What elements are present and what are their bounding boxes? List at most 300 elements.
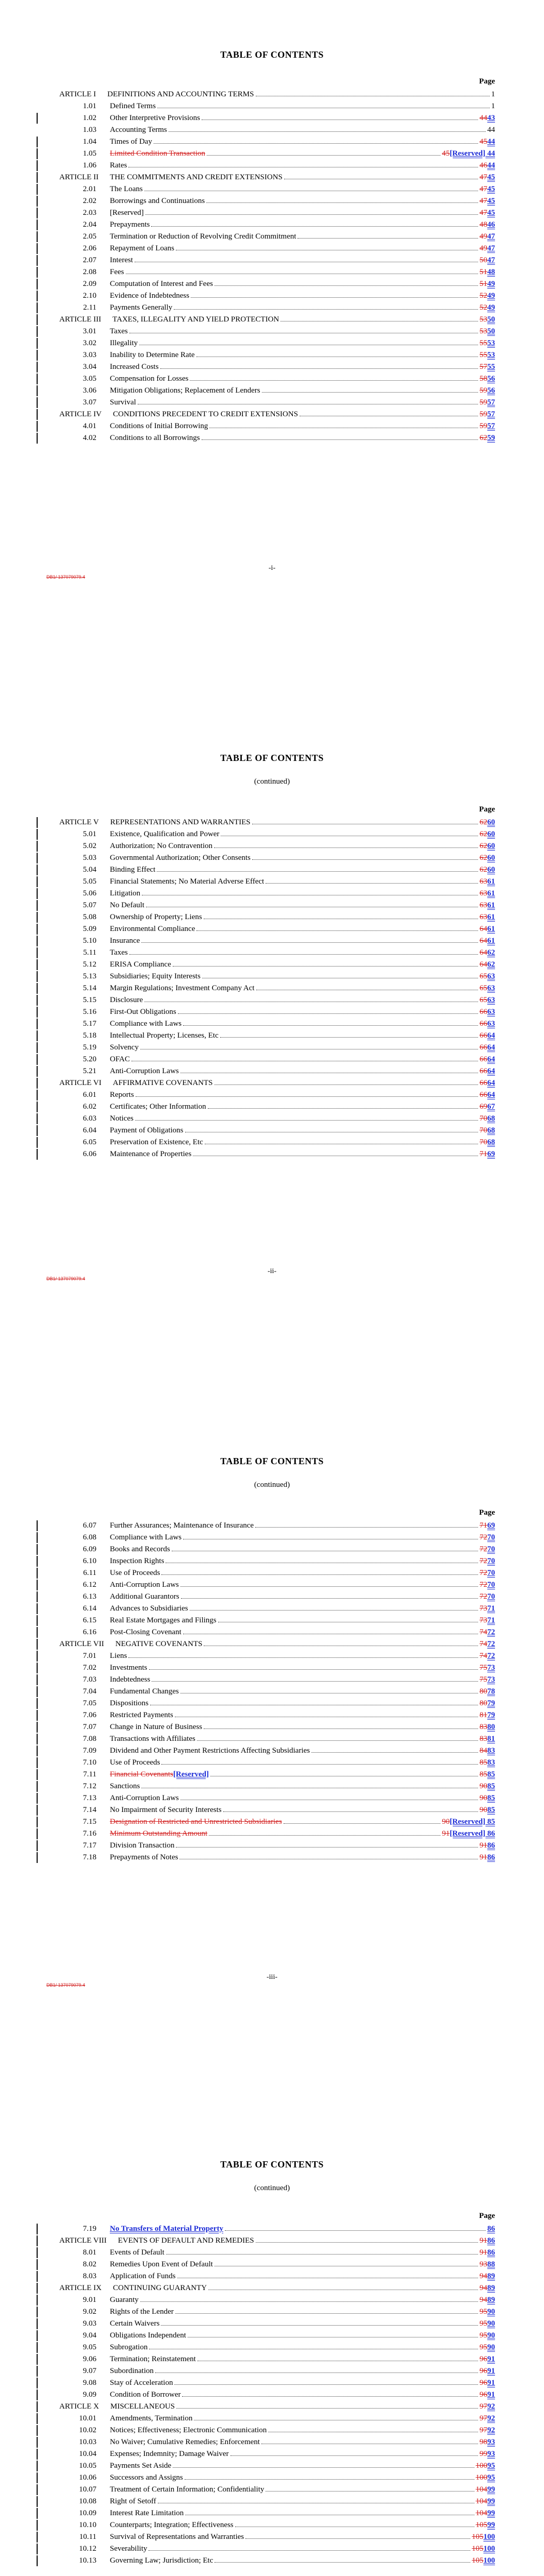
entry-number: 5.03 [83, 854, 96, 862]
toc-section-row[interactable] [59, 2436, 495, 2448]
toc-section-row[interactable] [59, 935, 495, 947]
toc-section-row[interactable] [59, 2460, 495, 2472]
toc-section-row[interactable] [59, 1520, 495, 1532]
toc-section-row[interactable] [59, 337, 495, 349]
toc-section-row[interactable] [59, 302, 495, 314]
entry-title[interactable]: Change in Nature of Business [110, 1723, 203, 1731]
toc-section-row[interactable] [59, 2531, 495, 2543]
toc-section-row[interactable] [59, 219, 495, 231]
entry-title[interactable]: Books and Records [110, 1545, 170, 1553]
entry-title[interactable]: Litigation [110, 889, 141, 897]
deleted-page-number: 52 [480, 303, 487, 312]
entry-number: 5.07 [83, 901, 96, 909]
toc-section-row[interactable] [59, 1544, 495, 1555]
deleted-page-number: 99 [480, 2450, 487, 2458]
entry-title[interactable]: Anti-Corruption Laws [110, 1581, 179, 1589]
deleted-page-number: 80 [480, 1687, 487, 1696]
deleted-page-number: 63 [480, 901, 487, 909]
toc-section-row[interactable] [59, 2259, 495, 2270]
entry-title[interactable]: Payment of Obligations [110, 1126, 184, 1134]
entry-number: 7.19 [83, 2225, 96, 2233]
toc-section-row[interactable] [59, 900, 495, 911]
toc-article-row[interactable] [59, 172, 495, 183]
entry-title[interactable]: Governmental Authorization; Other Consents [110, 854, 251, 862]
entry-title[interactable]: Subordination [110, 2367, 154, 2375]
toc-section-row[interactable] [59, 1804, 495, 1816]
entry-title[interactable]: Notices [110, 1114, 134, 1123]
toc-section-row[interactable] [59, 2353, 495, 2365]
entry-title[interactable]: Compensation for Losses [110, 375, 189, 383]
entry-number: 6.02 [83, 1103, 96, 1111]
toc-article-row[interactable] [59, 409, 495, 420]
toc-section-row[interactable] [59, 1662, 495, 1674]
toc-section-row[interactable] [59, 1579, 495, 1591]
toc-section-row[interactable] [59, 1030, 495, 1042]
page-number: 50 [487, 327, 495, 335]
entry-title[interactable]: Repayment of Loans [110, 244, 174, 252]
toc-section-row[interactable] [59, 1042, 495, 1054]
entry-title[interactable]: Survival of Representations and Warranties [110, 2533, 244, 2541]
entry-title[interactable]: Guaranty [110, 2296, 139, 2304]
entry-title[interactable]: Condition of Borrower [110, 2391, 181, 2399]
toc-section-row[interactable] [59, 852, 495, 864]
entry-title[interactable]: Payments Set Aside [110, 2462, 172, 2470]
entry-number: 2.02 [83, 197, 96, 205]
toc-section-row[interactable] [59, 1567, 495, 1579]
entry-title[interactable]: AFFIRMATIVE COVENANTS [112, 1079, 213, 1087]
entry-title[interactable]: Indebtedness [110, 1675, 151, 1684]
toc-section-row[interactable] [59, 1018, 495, 1030]
toc-section-row[interactable] [59, 373, 495, 385]
entry-title[interactable]: TAXES, ILLEGALITY AND YIELD PROTECTION [112, 315, 279, 324]
dot-leader [298, 238, 478, 239]
toc-section-row[interactable] [59, 2484, 495, 2496]
entry-title[interactable]: NEGATIVE COVENANTS [115, 1640, 203, 1648]
page-number: 64 [487, 1043, 495, 1052]
toc-section-row[interactable] [59, 148, 495, 160]
entry-title[interactable]: Accounting Terms [110, 126, 167, 134]
entry-title[interactable]: Further Assurances; Maintenance of Insurance [110, 1521, 254, 1530]
toc-section-row[interactable] [59, 888, 495, 900]
entry-page-ref [480, 888, 495, 900]
entry-title[interactable]: Right of Setoff [110, 2497, 156, 2505]
toc-section-row[interactable] [59, 397, 495, 409]
entry-title[interactable]: Other Interpretive Provisions [110, 114, 200, 122]
entry-title[interactable]: CONTINUING GUARANTY [113, 2284, 207, 2292]
entry-title[interactable]: Real Estate Mortgages and Filings [110, 1616, 217, 1624]
toc-section-row[interactable] [59, 1125, 495, 1137]
entry-title[interactable]: Fundamental Changes [110, 1687, 179, 1696]
toc-section-row[interactable] [59, 361, 495, 373]
toc-article-row[interactable] [59, 314, 495, 326]
toc-section-row[interactable] [59, 2507, 495, 2519]
entry-title[interactable]: Rights of the Lender [110, 2308, 174, 2316]
entry-title[interactable]: REPRESENTATIONS AND WARRANTIES [110, 818, 251, 826]
toc-section-row[interactable] [59, 2318, 495, 2330]
entry-title[interactable]: Division Transaction [110, 1841, 175, 1850]
entry-title[interactable]: Taxes [110, 948, 128, 957]
toc-section-row[interactable] [59, 385, 495, 397]
toc-article-row[interactable] [59, 89, 495, 100]
toc-section-row[interactable] [59, 947, 495, 959]
toc-section-row[interactable] [59, 160, 495, 172]
toc-section-row[interactable] [59, 1792, 495, 1804]
toc-section-row[interactable] [59, 1674, 495, 1686]
deleted-page-number: 105 [472, 2545, 484, 2553]
deleted-page-number: 44 [480, 114, 487, 122]
entry-title[interactable]: Rates [110, 161, 127, 170]
entry-page-ref [480, 994, 495, 1006]
toc-section-row[interactable] [59, 290, 495, 302]
toc-section-row[interactable] [59, 266, 495, 278]
entry-title[interactable]: Evidence of Indebtedness [110, 292, 190, 300]
entry-page-ref [480, 2448, 495, 2460]
toc-section-row[interactable] [59, 2377, 495, 2389]
entry-title[interactable]: Remedies Upon Event of Default [110, 2260, 213, 2268]
toc-section-row[interactable] [59, 1113, 495, 1125]
entry-title[interactable]: Termination or Reduction of Revolving Credit Commitment [110, 232, 296, 241]
toc-section-row[interactable] [59, 959, 495, 971]
toc-section-row[interactable] [59, 1054, 495, 1065]
entry-number: 5.06 [83, 889, 96, 897]
entry-title[interactable]: Expenses; Indemnity; Damage Waiver [110, 2450, 229, 2458]
entry-number: 2.03 [83, 209, 96, 217]
entry-title[interactable]: Compliance with Laws [110, 1020, 182, 1028]
entry-title[interactable]: Amendments, Termination [110, 2414, 193, 2422]
dot-leader [208, 1108, 478, 1109]
deleted-page-number: 70 [480, 1126, 487, 1134]
deleted-page-number: 83 [480, 1723, 487, 1731]
entry-title[interactable]: Illegality [110, 339, 138, 347]
entry-title[interactable]: Designation of Restricted and Unrestricted Subsidiaries [110, 1818, 282, 1826]
toc-section-row[interactable] [59, 971, 495, 982]
entry-title[interactable]: ERISA Compliance [110, 960, 171, 969]
entry-title[interactable]: Insurance [110, 937, 140, 945]
toc-section-row[interactable] [59, 1840, 495, 1852]
toc-section-row[interactable] [59, 1532, 495, 1544]
entry-title[interactable]: Subrogation [110, 2343, 148, 2351]
entry-title[interactable]: CONDITIONS PRECEDENT TO CREDIT EXTENSIONS [113, 410, 298, 418]
entry-title[interactable]: No Default [110, 901, 145, 909]
toc-section-row[interactable] [59, 1603, 495, 1615]
toc-section-row[interactable] [59, 840, 495, 852]
toc-section-row[interactable] [59, 1101, 495, 1113]
entry-title[interactable]: Treatment of Certain Information; Confidentiality [110, 2485, 265, 2494]
toc-section-row[interactable] [59, 876, 495, 888]
deleted-page-number: 91 [442, 1829, 450, 1838]
toc-section-row[interactable] [59, 2496, 495, 2507]
page-number: 69 [487, 1150, 495, 1158]
deleted-page-number: 65 [480, 996, 487, 1004]
toc-section-row[interactable] [59, 278, 495, 290]
toc-section-row[interactable] [59, 982, 495, 994]
entry-title[interactable]: Financial Statements; No Material Adverse Effect [110, 877, 265, 886]
toc-section-row[interactable] [59, 2543, 495, 2555]
toc-section-row[interactable] [59, 1137, 495, 1148]
toc-article-row[interactable] [59, 2235, 495, 2247]
entry-title[interactable]: Advances to Subsidiaries [110, 1604, 188, 1613]
entry-title[interactable]: Intellectual Property; Licenses, Etc [110, 1031, 219, 1040]
entry-title[interactable]: No Transfers of Material Property [110, 2225, 223, 2233]
entry-title[interactable]: Inability to Determine Rate [110, 351, 195, 359]
entry-title[interactable]: Times of Day [110, 138, 152, 146]
entry-page-ref [480, 911, 495, 923]
entry-title[interactable]: Inspection Rights [110, 1557, 164, 1565]
toc-section-row[interactable] [59, 1721, 495, 1733]
entry-title[interactable]: Sanctions [110, 1782, 140, 1790]
toc-section-row[interactable] [59, 1828, 495, 1840]
toc-section-row[interactable] [59, 2294, 495, 2306]
entry-title[interactable]: Successors and Assigns [110, 2473, 183, 2482]
entry-title[interactable]: Investments [110, 1664, 147, 1672]
entry-title[interactable]: Ownership of Property; Liens [110, 913, 202, 921]
entry-title[interactable]: Preservation of Existence, Etc [110, 1138, 203, 1146]
entry-title[interactable]: Restricted Payments [110, 1711, 173, 1719]
toc-section-row[interactable] [59, 1065, 495, 1077]
toc-section-row[interactable] [59, 124, 495, 136]
toc-section-row[interactable] [59, 207, 495, 219]
toc-section-row[interactable] [59, 326, 495, 337]
toc-section-row[interactable] [59, 2472, 495, 2484]
toc-section-row[interactable] [59, 2425, 495, 2436]
entry-title[interactable]: Conditions of Initial Borrowing [110, 422, 208, 430]
toc-section-row[interactable] [59, 2330, 495, 2342]
page-number: 64 [487, 1079, 495, 1087]
toc-section-row[interactable] [59, 255, 495, 266]
toc-section-row[interactable] [59, 1757, 495, 1769]
toc-section-row[interactable] [59, 864, 495, 876]
entry-number: 6.03 [83, 1114, 96, 1123]
entry-title[interactable]: Taxes [110, 327, 128, 335]
toc-section-row[interactable] [59, 2306, 495, 2318]
toc-article-row[interactable] [59, 1638, 495, 1650]
entry-title[interactable]: [Reserved] [110, 209, 144, 217]
entry-title[interactable]: Prepayments [110, 221, 150, 229]
toc-section-row[interactable] [59, 828, 495, 840]
entry-title[interactable]: Termination; Reinstatement [110, 2355, 196, 2363]
dot-leader [149, 2550, 470, 2551]
entry-number: 7.14 [83, 1806, 96, 1814]
toc-section-row[interactable] [59, 1852, 495, 1863]
entry-title[interactable]: Severability [110, 2545, 147, 2553]
toc-section-row[interactable] [59, 112, 495, 124]
toc-section-row[interactable] [59, 911, 495, 923]
deleted-page-number: 70 [480, 1114, 487, 1123]
entry-page-ref [480, 1532, 495, 1544]
entry-page-ref [480, 852, 495, 864]
entry-page-ref [480, 1603, 495, 1615]
page-column-heading: Page [479, 2212, 495, 2220]
deleted-page-number: 69 [480, 1103, 487, 1111]
entry-title[interactable]: Compliance with Laws [110, 1533, 182, 1541]
entry-page-ref [472, 2543, 495, 2555]
toc-section-row[interactable] [59, 432, 495, 444]
toc-section-row[interactable] [59, 2342, 495, 2353]
entry-title[interactable]: Application of Funds [110, 2272, 176, 2280]
toc-article-row[interactable] [59, 2401, 495, 2413]
entry-title[interactable]: Payments Generally [110, 303, 173, 312]
toc-section-row[interactable] [59, 1698, 495, 1709]
entry-title[interactable]: Computation of Interest and Fees [110, 280, 213, 288]
dot-leader [196, 930, 478, 931]
deleted-page-number: 74 [480, 1640, 487, 1648]
entry-title[interactable]: Anti-Corruption Laws [110, 1067, 179, 1075]
toc-section-row[interactable] [59, 2413, 495, 2425]
entry-title[interactable]: OFAC [110, 1055, 130, 1063]
entry-page-ref [480, 947, 495, 959]
entry-page-ref [480, 1030, 495, 1042]
toc-article-row[interactable] [59, 817, 495, 828]
page-number: 60 [487, 854, 495, 862]
entry-title[interactable]: Conditions to all Borrowings [110, 434, 200, 442]
toc-article-row[interactable] [59, 1077, 495, 1089]
toc-section-row[interactable] [59, 1769, 495, 1781]
toc-section-row[interactable] [59, 1781, 495, 1792]
entry-title[interactable]: Stay of Acceleration [110, 2379, 173, 2387]
entry-number: 6.01 [83, 1091, 96, 1099]
entry-number: 7.13 [83, 1794, 96, 1802]
entry-page-ref [480, 1638, 495, 1650]
entry-title[interactable]: Additional Guarantors [110, 1592, 179, 1601]
toc-section-row[interactable] [59, 2555, 495, 2567]
toc-section-row[interactable] [59, 1148, 495, 1160]
entry-title[interactable]: Certain Waivers [110, 2319, 160, 2328]
entry-title[interactable]: Survival [110, 398, 136, 406]
entry-title[interactable]: Limited Condition Transaction [110, 149, 206, 158]
toc-section-row[interactable] [59, 243, 495, 255]
toc-section-row[interactable] [59, 2389, 495, 2401]
entry-title[interactable]: Prepayments of Notes [110, 1853, 178, 1861]
entry-title[interactable]: Disclosure [110, 996, 143, 1004]
toc-section-row[interactable] [59, 2519, 495, 2531]
toc-section-row[interactable] [59, 1650, 495, 1662]
entry-title[interactable]: Reports [110, 1091, 134, 1099]
entry-title[interactable]: Defined Terms [110, 102, 156, 110]
dot-leader [151, 226, 478, 227]
entry-title[interactable]: Anti-Corruption Laws [110, 1794, 179, 1802]
entry-title[interactable]: Counterparts; Integration; Effectiveness [110, 2521, 234, 2529]
deleted-page-number: 51 [480, 268, 487, 276]
entry-title[interactable]: Use of Proceeds [110, 1569, 160, 1577]
toc-section-row[interactable] [59, 994, 495, 1006]
entry-title[interactable]: No Waiver; Cumulative Remedies; Enforcement [110, 2438, 260, 2446]
toc-section-row[interactable] [59, 1591, 495, 1603]
entry-title[interactable]: Interest [110, 256, 133, 264]
entry-title[interactable]: EVENTS OF DEFAULT AND REMEDIES [118, 2236, 254, 2245]
entry-title[interactable]: Interest Rate Limitation [110, 2509, 184, 2517]
deleted-page-number: 72 [480, 1581, 487, 1589]
deleted-page-number: 93 [480, 2260, 487, 2268]
entry-number: 9.03 [83, 2319, 96, 2328]
entry-title[interactable]: Transactions with Affiliates [110, 1735, 195, 1743]
entry-title[interactable]: Certificates; Other Information [110, 1103, 206, 1111]
entry-title[interactable]: Liens [110, 1652, 127, 1660]
dot-leader [266, 883, 478, 884]
toc-article-row[interactable] [59, 2282, 495, 2294]
entry-title[interactable]: THE COMMITMENTS AND CREDIT EXTENSIONS [110, 173, 283, 181]
entry-number: 5.13 [83, 972, 96, 980]
entry-title[interactable]: No Impairment of Security Interests [110, 1806, 222, 1814]
deleted-page-number: 91 [480, 1841, 487, 1850]
toc-section-row[interactable] [59, 231, 495, 243]
entry-title[interactable]: The Loans [110, 185, 143, 193]
entry-title[interactable]: Margin Regulations; Investment Company Act [110, 984, 255, 992]
toc-section-row[interactable] [59, 1733, 495, 1745]
toc-section-row[interactable] [59, 183, 495, 195]
page-number: 63 [487, 1020, 495, 1028]
entry-title[interactable]: Post-Closing Covenant [110, 1628, 182, 1636]
entry-title[interactable]: Environmental Compliance [110, 925, 195, 933]
entry-page-ref [480, 1615, 495, 1626]
toc-section-row[interactable] [59, 1686, 495, 1698]
entry-title[interactable]: DEFINITIONS AND ACCOUNTING TERMS [107, 90, 254, 98]
toc-section-row[interactable] [59, 1006, 495, 1018]
entry-title[interactable]: Binding Effect [110, 866, 156, 874]
entry-title[interactable]: Governing Law; Jurisdiction; Etc [110, 2556, 213, 2565]
entry-title[interactable]: Solvency [110, 1043, 139, 1052]
page-number: 55 [487, 363, 495, 371]
toc-section-row[interactable] [59, 1615, 495, 1626]
entry-title[interactable]: Dividend and Other Payment Restrictions Affecting Subsidiaries [110, 1747, 310, 1755]
toc-section-row[interactable] [59, 420, 495, 432]
entry-title[interactable]: Maintenance of Properties [110, 1150, 192, 1158]
page-number: 60 [487, 866, 495, 874]
toc-section-row[interactable] [59, 2247, 495, 2259]
toc-section-row[interactable] [59, 195, 495, 207]
dot-leader [204, 1728, 478, 1729]
entry-title[interactable]: Dispositions [110, 1699, 149, 1707]
entry-title[interactable]: Increased Costs [110, 363, 159, 371]
toc-section-row[interactable] [59, 1816, 495, 1828]
entry-title[interactable]: Borrowings and Continuations [110, 197, 205, 205]
toc-section-row[interactable] [59, 100, 495, 112]
toc-section-row[interactable] [59, 136, 495, 148]
entry-title[interactable]: Obligations Independent [110, 2331, 186, 2340]
toc-section-row[interactable] [59, 1089, 495, 1101]
toc-section-row[interactable] [59, 1709, 495, 1721]
toc-section-row[interactable] [59, 923, 495, 935]
page-title: TABLE OF CONTENTS [220, 2159, 324, 2170]
toc-section-row[interactable] [59, 2448, 495, 2460]
entry-title[interactable]: Mitigation Obligations; Replacement of Lenders [110, 386, 260, 395]
entry-title[interactable]: Subsidiaries; Equity Interests [110, 972, 201, 980]
entry-title[interactable]: Existence, Qualification and Power [110, 830, 220, 838]
toc-section-row[interactable] [59, 2223, 495, 2235]
toc-section-row[interactable] [59, 349, 495, 361]
entry-title[interactable]: Notices; Effectiveness; Electronic Communication [110, 2426, 267, 2434]
page-number: 89 [487, 2296, 495, 2304]
entry-title[interactable]: Events of Default [110, 2248, 164, 2257]
entry-title[interactable]: Authorization; No Contravention [110, 842, 213, 850]
entry-title[interactable]: Use of Proceeds [110, 1758, 160, 1767]
toc-section-row[interactable] [59, 2270, 495, 2282]
deleted-page-number: 95 [480, 2343, 487, 2351]
entry-title[interactable]: MISCELLANEOUS [110, 2402, 175, 2411]
entry-title[interactable]: Financial Covenants [110, 1770, 173, 1778]
toc-section-row[interactable] [59, 1745, 495, 1757]
entry-number: 10.07 [79, 2485, 96, 2494]
entry-title[interactable]: Fees [110, 268, 124, 276]
toc-section-row[interactable] [59, 1626, 495, 1638]
entry-title[interactable]: First-Out Obligations [110, 1008, 176, 1016]
page-number: 91 [487, 2391, 495, 2399]
toc-section-row[interactable] [59, 2365, 495, 2377]
page-subtitle: (continued) [254, 1481, 290, 1489]
page-number: 100 [483, 2556, 495, 2565]
toc-section-row[interactable] [59, 1555, 495, 1567]
entry-title[interactable]: Minimum Outstanding Amount [110, 1829, 208, 1838]
deleted-page-number: 45 [480, 138, 487, 146]
